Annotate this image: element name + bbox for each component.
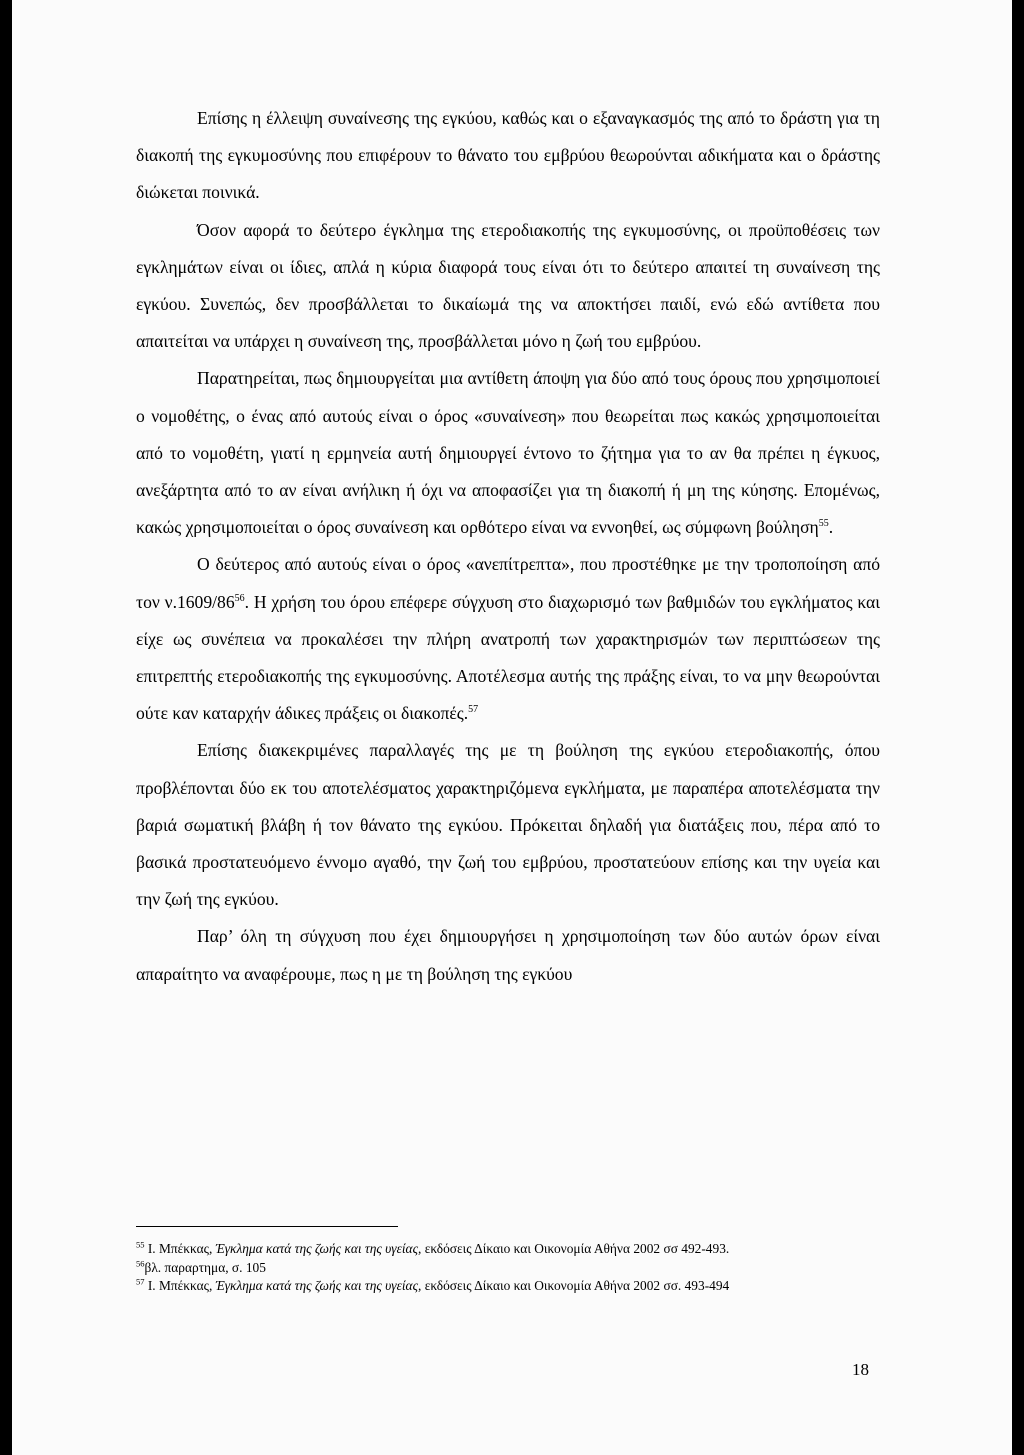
paragraph-text: Όσον αφορά το δεύτερο έγκλημα της ετεροδιακοπής της εγκυμοσύνης, οι προϋποθέσεις των εγκλημάτων είναι οι ίδιες, απλά η κύρια διαφορά τους είναι ότι το δεύτερο απαιτεί τη συναίνεση της εγκύου. Συνεπώς, δεν προσβάλλεται το δικαίωμά της να αποκτήσει παιδί, ενώ εδώ αντίθετα που απαιτείται να υπάρχει η συναίνεση της, προσβάλλεται μόνο η ζωή του εμβρύου. (136, 219, 880, 352)
paragraph (136, 360, 880, 546)
paragraph (136, 212, 880, 361)
footnote-number: 57 (136, 1276, 145, 1287)
footnote-title: Έγκλημα κατά της ζωής και της υγείας (215, 1278, 419, 1294)
footnote-text: βλ. παραρτημα, σ. 105 (144, 1259, 266, 1275)
footnote-number: 56 (136, 1258, 145, 1269)
footnote-text: Ι. Μπέκκας, (144, 1241, 216, 1256)
paragraph-text: Επίσης διακεκριμένες παραλλαγές της με τη βούληση της εγκύου ετεροδιακοπής, όπου προβλέπονται δύο εκ του αποτελέσματος χαρακτηριζόμενα εγκλήματα, με παραπέρα αποτελέσματα την βαριά σωματική βλάβη ή τον θάνατο της εγκύου. Πρόκειται δηλαδή για διατάξεις που, πέρα από το βασικά προστατευόμενο έννομο αγαθό, την ζωή του εμβρύου, προστατεύουν επίσης και την υγεία και την ζωή της εγκύου. (136, 740, 880, 910)
footnote-number: 55 (136, 1239, 145, 1250)
footnote-text: , εκδόσεις Δίκαιο και Οικονομία Αθήνα 2002 σσ. 493-494 (418, 1278, 730, 1294)
footnote-ref: 56 (234, 592, 245, 604)
footnote (136, 1277, 886, 1296)
paragraph-text: Ο δεύτερος από αυτούς είναι ο όρος «ανεπίτρεπτα», που προστέθηκε με την τροποποίηση από τον ν.1609/86 (136, 554, 880, 612)
footnote-text: Ι. Μπέκκας, (144, 1278, 216, 1294)
footnote-ref: 57 (468, 704, 479, 716)
page-number: 18 (852, 1360, 869, 1379)
paragraph-text: Παρ’ όλη τη σύγχυση που έχει δημιουργήσει η χρησιμοποίηση των δύο αυτών όρων είναι απαραίτητο να αναφέρουμε, πως η με τη βούληση της εγκύου (136, 926, 880, 984)
paragraph (136, 732, 880, 918)
paragraph-text: . (828, 517, 834, 538)
document-page (12, 0, 1012, 1455)
footnote-title: Έγκλημα κατά της ζωής και της υγείας (215, 1241, 419, 1256)
paragraph-text: Επίσης η έλλειψη συναίνεσης της εγκύου, καθώς και ο εξαναγκασμός της από το δράστη για τη διακοπή της εγκυμοσύνης που επιφέρουν το θάνατο του εμβρύου θεωρούνται αδικήματα και ο δράστης διώκεται ποινικά. (136, 108, 880, 203)
paragraph (136, 100, 880, 212)
paragraph (136, 546, 880, 732)
paragraph (136, 918, 880, 992)
footnote-text: , εκδόσεις Δίκαιο και Οικονομία Αθήνα 2002 σσ 492-493. (418, 1241, 730, 1256)
paragraph-text: . Η χρήση του όρου επέφερε σύγχυση στο διαχωρισμό των βαθμιδών του εγκλήματος και είχε ως συνέπεια να προκαλέσει την πλήρη ανατροπή των χαρακτηρισμών των περιπτώσεων της επιτρεπτής ετεροδιακοπής της εγκυμοσύνης. Αποτέλεσμα αυτής της πράξης είναι, το να μην θεωρούνται ούτε καν καταρχήν άδικες πράξεις οι διακοπές. (136, 591, 880, 724)
body-text (136, 100, 880, 993)
footnotes (136, 1240, 886, 1296)
footnote (136, 1259, 886, 1278)
footnote-ref: 55 (818, 518, 829, 530)
footnote (136, 1240, 886, 1259)
footnote-separator (136, 1226, 398, 1227)
paragraph-text: Παρατηρείται, πως δημιουργείται μια αντίθετη άποψη για δύο από τους όρους που χρησιμοποιεί ο νομοθέτης, ο ένας από αυτούς είναι ο όρος «συναίνεση» που θεωρείται πως κακώς χρησιμοποιείται από το νομοθέτη, γιατί η ερμηνεία αυτή δημιουργεί έντονο το ζήτημα για το αν θα πρέπει η έγκυος, ανεξάρτητα από το αν είναι ανήλικη ή όχι να αποφασίζει για τη διακοπή ή μη της κύησης. Επομένως, κακώς χρησιμοποιείται ο όρος συναίνεση και ορθότερο είναι να εννοηθεί, ως σύμφωνη βούληση (136, 368, 880, 538)
